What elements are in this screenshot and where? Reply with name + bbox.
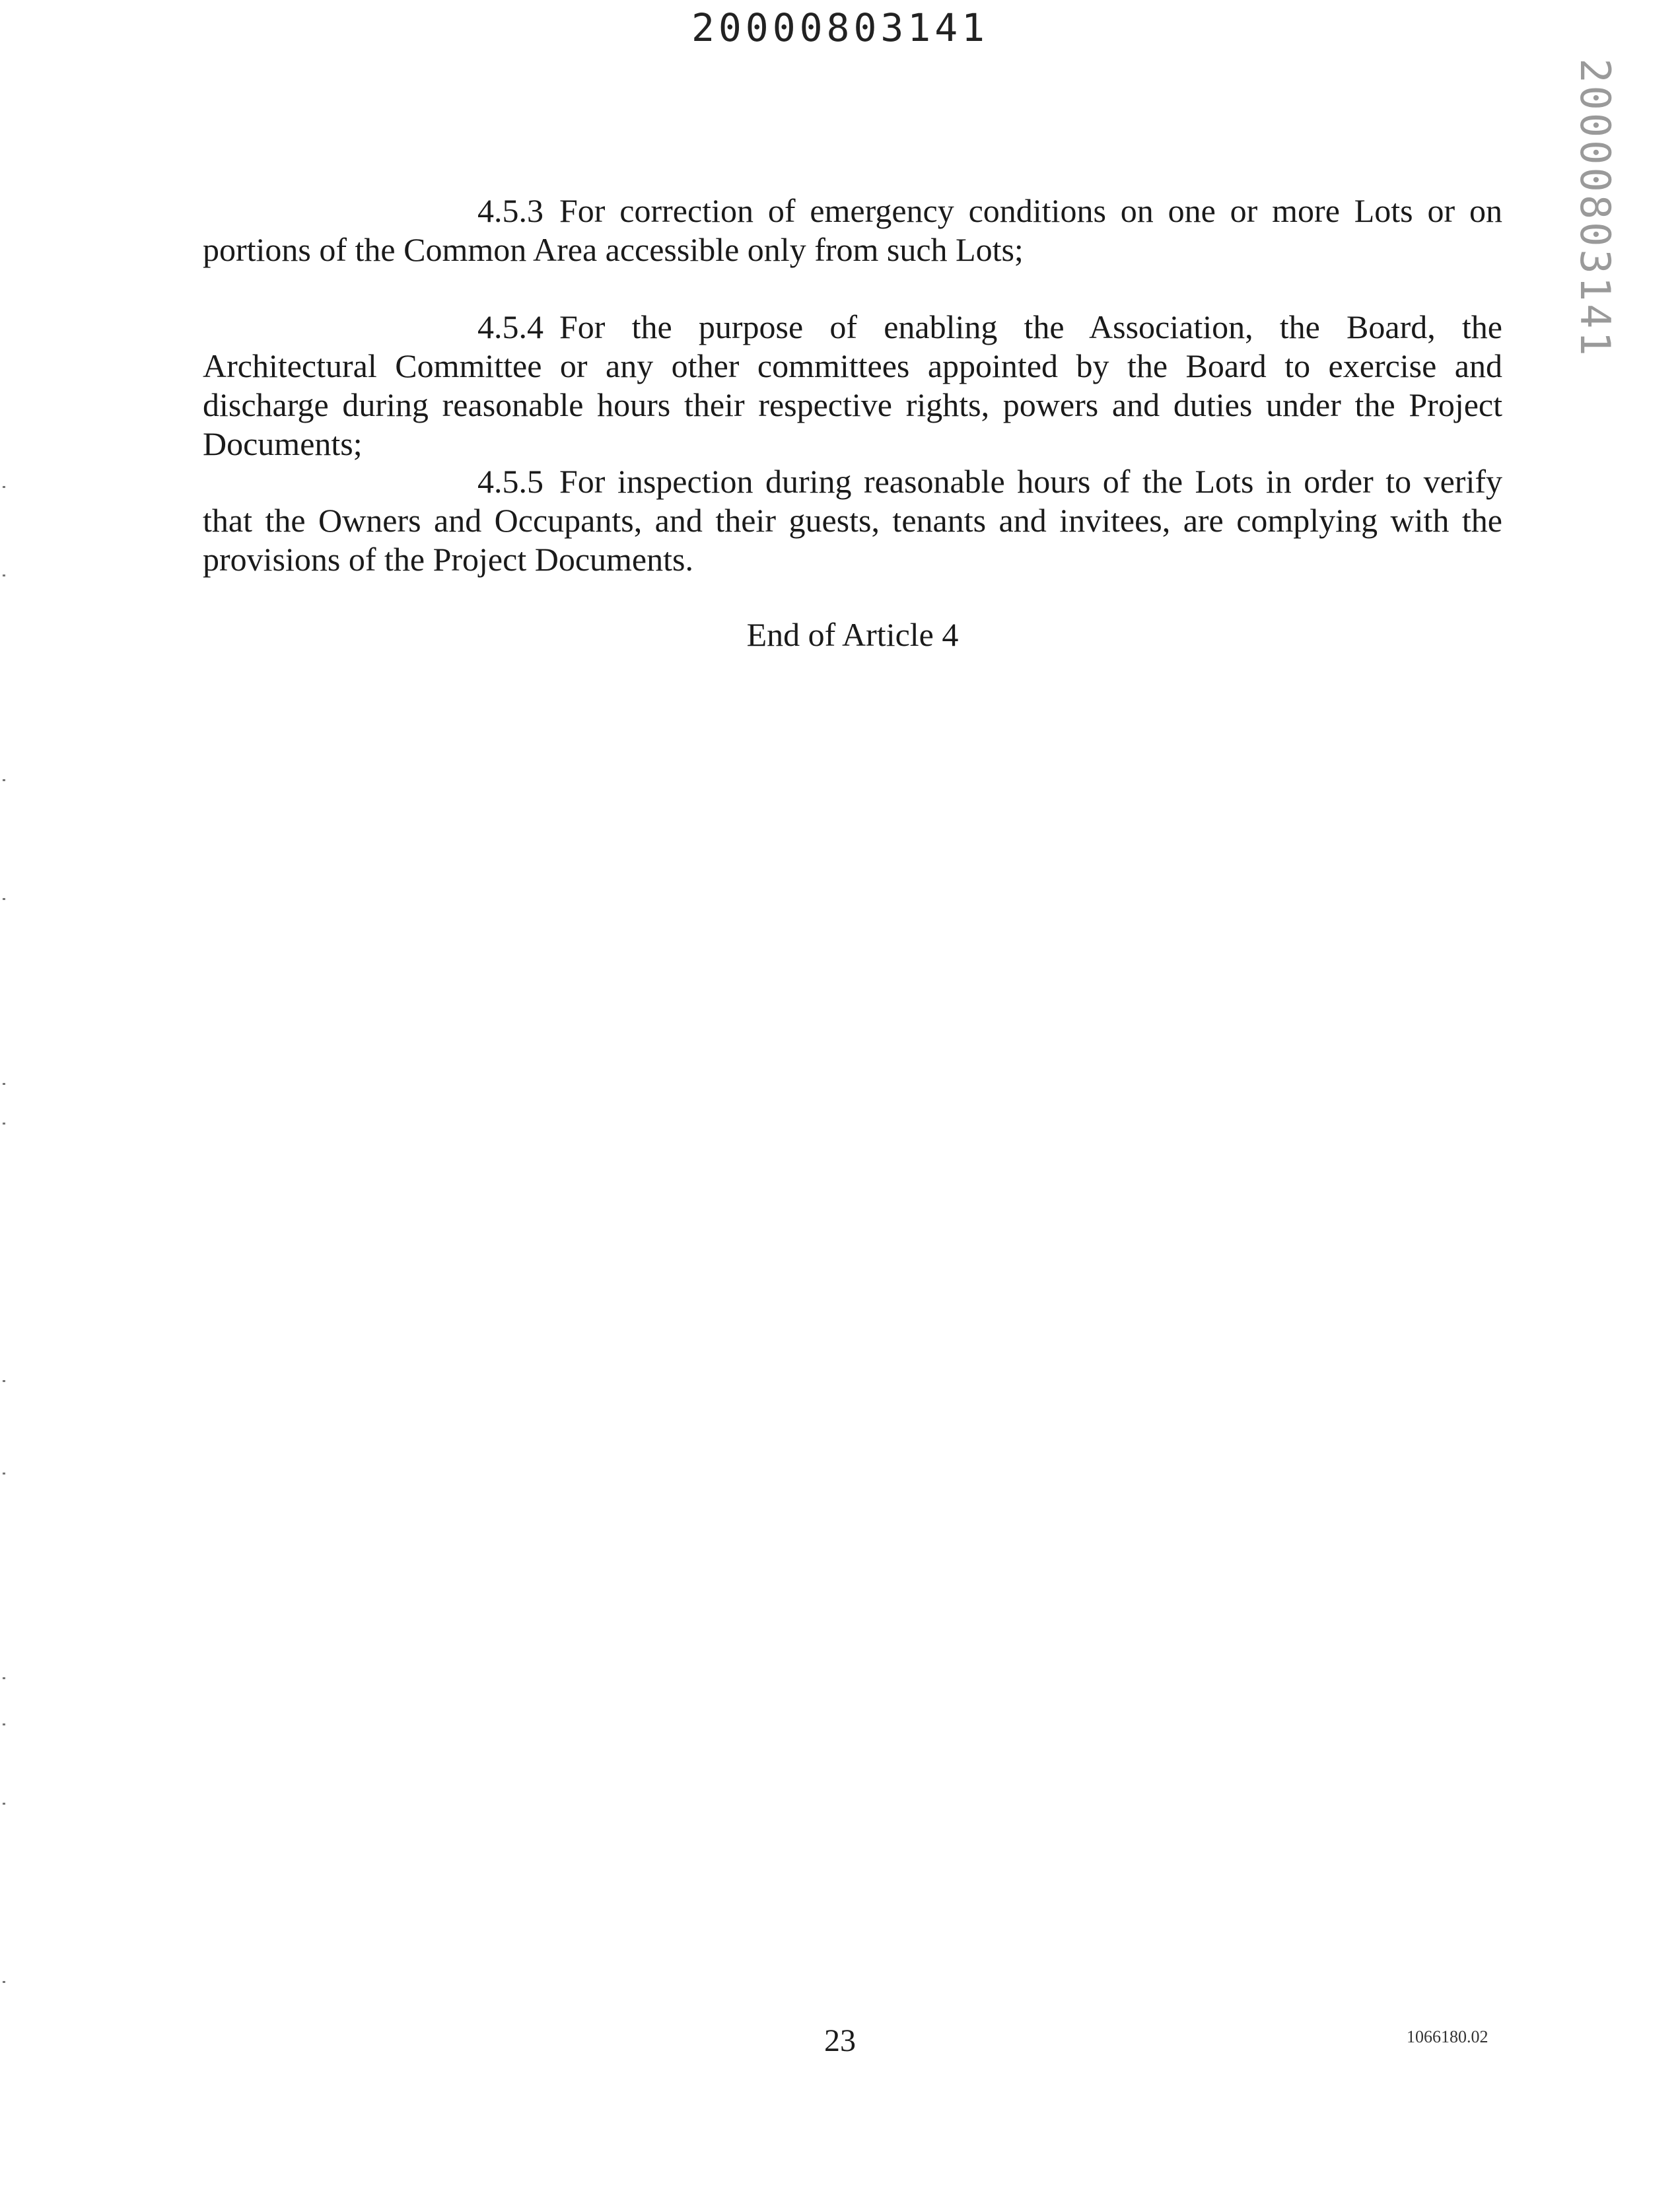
scan-mark <box>3 898 5 900</box>
scan-mark <box>3 1723 5 1725</box>
section-number: 4.5.4 <box>477 308 543 345</box>
scan-mark <box>3 486 5 488</box>
end-of-article: End of Article 4 <box>746 616 959 653</box>
section-text: For inspection during reasonable hours of the Lots in order to verify that the Owners and Occupants, and their guests, tenants and invitees, are complying with the provisions of the Project Documents. <box>203 463 1502 578</box>
section-number: 4.5.5 <box>477 463 543 500</box>
scan-mark <box>3 1123 5 1125</box>
section-4-5-3 <box>203 191 1502 269</box>
scan-mark <box>3 1981 5 1983</box>
side-stamp-text: 20000803141 <box>1570 57 1619 359</box>
page-number: 23 <box>824 2023 856 2058</box>
scan-mark <box>3 1083 5 1085</box>
section-4-5-5 <box>203 462 1502 579</box>
scan-mark <box>3 1473 5 1475</box>
scan-mark <box>3 574 5 576</box>
recording-number: 20000803141 <box>691 5 989 50</box>
section-text: For the purpose of enabling the Association, the Board, the Architectural Committee or any other committees appointed by the Board to exercise and discharge during reasonable hours their respective rights, powers and duties under the Project Documents; <box>203 308 1502 462</box>
scan-mark <box>3 1803 5 1805</box>
document-code: 1066180.02 <box>1407 2027 1488 2046</box>
side-recording-stamp <box>1558 57 1631 359</box>
scan-mark <box>3 779 5 781</box>
section-text: For correction of emergency conditions on one or more Lots or on portions of the Common Area accessible only from such Lots; <box>203 192 1502 268</box>
section-number: 4.5.3 <box>477 192 543 229</box>
section-4-5-4 <box>203 308 1502 464</box>
scan-mark <box>3 1380 5 1382</box>
scan-mark <box>3 1677 5 1679</box>
